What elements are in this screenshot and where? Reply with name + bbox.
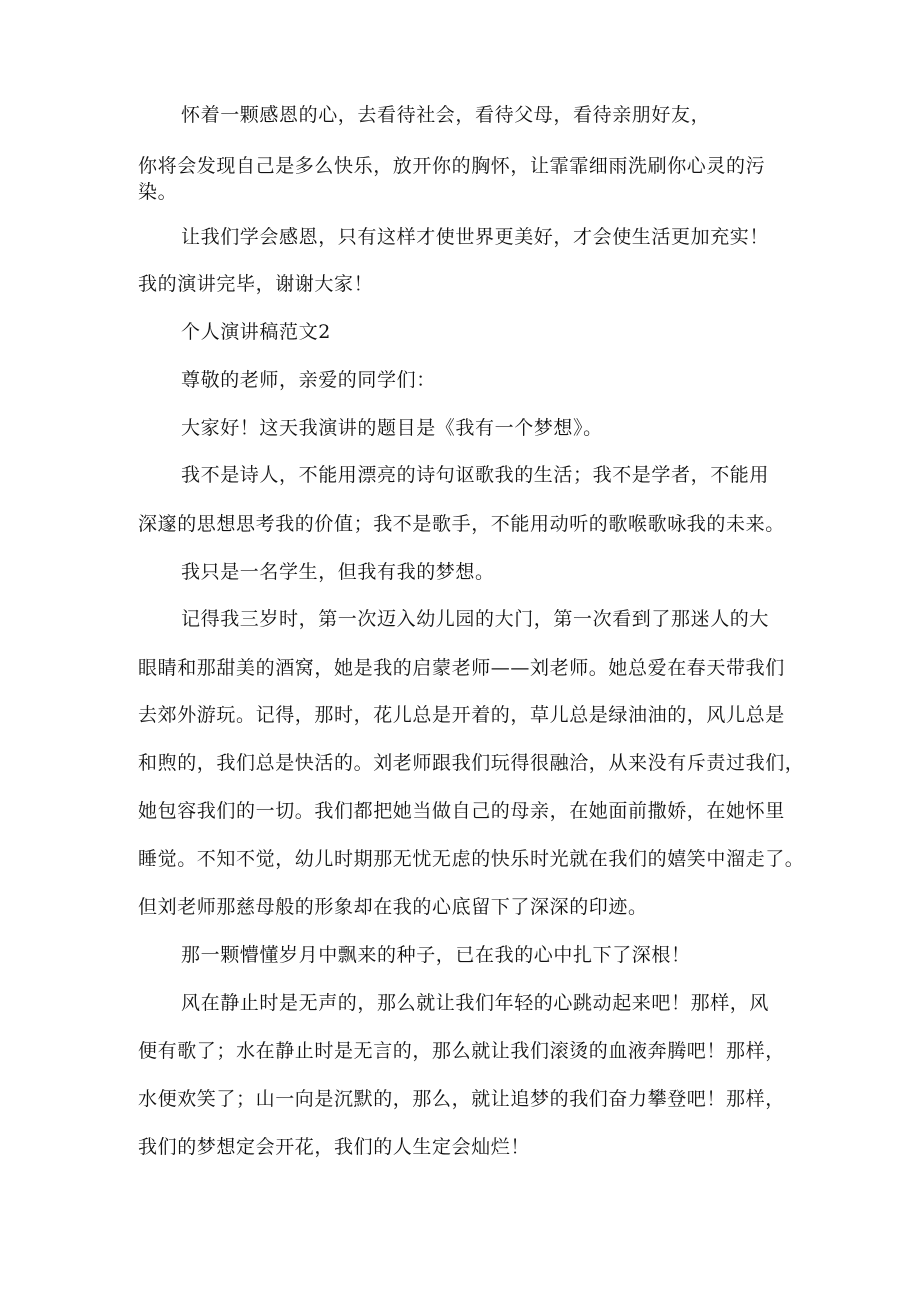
section-heading: 个人演讲稿范文2 bbox=[181, 321, 331, 343]
text-line: 尊敬的老师，亲爱的同学们： bbox=[181, 369, 436, 391]
text-line: 我不是诗人，不能用漂亮的诗句讴歌我的生活；我不是学者，不能用 bbox=[181, 464, 770, 486]
text-line: 深邃的思想思考我的价值；我不是歌手，不能用动听的歌喉歌咏我的未来。 bbox=[138, 513, 785, 535]
text-line: 睡觉。不知不觉，幼儿时期那无忧无虑的快乐时光就在我们的嬉笑中溜走了。 bbox=[138, 848, 805, 870]
text-line: 她包容我们的一切。我们都把她当做自己的母亲，在她面前撒娇，在她怀里 bbox=[138, 800, 785, 822]
text-line: 让我们学会感恩，只有这样才使世界更美好，才会使生活更加充实！ bbox=[181, 226, 770, 248]
text-line: 去郊外游玩。记得，那时，花儿总是开着的，草儿总是绿油油的，风儿总是 bbox=[138, 704, 785, 726]
text-line: 那一颗懵懂岁月中飘来的种子，已在我的心中扎下了深根！ bbox=[181, 944, 691, 966]
text-line: 怀着一颗感恩的心，去看待社会，看待父母，看待亲朋好友， bbox=[181, 104, 711, 126]
text-line: 你将会发现自己是多么快乐，放开你的胸怀，让霏霏细雨洗刷你心灵的污 bbox=[138, 155, 766, 177]
text-line: 水便欢笑了；山一向是沉默的，那么，就让追梦的我们奋力攀登吧！那样， bbox=[138, 1088, 785, 1110]
text-line: 大家好！这天我演讲的题目是《我有一个梦想》。 bbox=[181, 417, 603, 439]
text-line: 记得我三岁时，第一次迈入幼儿园的大门，第一次看到了那迷人的大 bbox=[181, 608, 770, 630]
text-line: 我们的梦想定会开花，我们的人生定会灿烂！ bbox=[138, 1136, 531, 1158]
text-line: 风在静止时是无声的，那么就让我们年轻的心跳动起来吧！那样，风 bbox=[181, 992, 770, 1014]
text-line: 染。 bbox=[138, 181, 178, 203]
text-line: 我的演讲完毕，谢谢大家！ bbox=[138, 273, 374, 295]
text-line: 眼睛和那甜美的酒窝，她是我的启蒙老师——刘老师。她总爱在春天带我们 bbox=[138, 657, 785, 679]
text-line: 便有歌了；水在静止时是无言的，那么就让我们滚烫的血液奔腾吧！那样， bbox=[138, 1040, 785, 1062]
text-line: 但刘老师那慈母般的形象却在我的心底留下了深深的印迹。 bbox=[138, 896, 648, 918]
text-line: 和煦的，我们总是快活的。刘老师跟我们玩得很融洽，从来没有斥责过我们， bbox=[138, 752, 805, 774]
text-line: 我只是一名学生，但我有我的梦想。 bbox=[181, 561, 495, 583]
